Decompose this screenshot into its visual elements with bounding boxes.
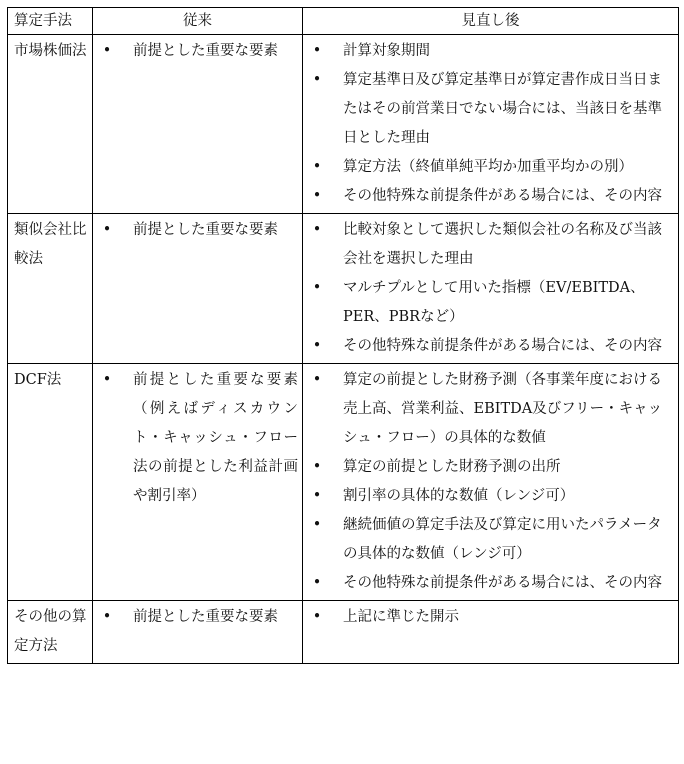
table-row [8, 601, 679, 664]
bullet-icon: • [102, 222, 112, 238]
comparison-table [7, 7, 679, 664]
header-new: 見直し後 [303, 8, 679, 35]
list-item: • その他特殊な前提条件がある場合には、その内容 [309, 182, 674, 211]
list-item: • 比較対象として選択した類似会社の名称及び当該会社を選択した理由 [309, 216, 674, 274]
bullet-icon: • [312, 488, 322, 504]
list-item: • 算定の前提とした財務予測の出所 [309, 453, 674, 482]
bullet-icon: • [312, 188, 322, 204]
list-item: • 算定方法（終値単純平均か加重平均かの別） [309, 153, 674, 182]
old-cell [93, 35, 303, 214]
list-item: • その他特殊な前提条件がある場合には、その内容 [309, 569, 674, 598]
old-cell [93, 601, 303, 664]
method-cell: DCF法 [8, 364, 93, 601]
list-item: • 算定基準日及び算定基準日が算定書作成日当日またはその前営業日でない場合には、当該日を基準日とした理由 [309, 66, 674, 153]
new-cell [303, 364, 679, 601]
new-cell [303, 35, 679, 214]
method-cell: その他の算定方法 [8, 601, 93, 664]
header-row [8, 8, 679, 35]
list-item: • その他特殊な前提条件がある場合には、その内容 [309, 332, 674, 361]
bullet-icon: • [312, 222, 322, 238]
old-cell [93, 214, 303, 364]
table-row [8, 364, 679, 601]
list-item: • 算定の前提とした財務予測（各事業年度における売上高、営業利益、EBITDA及びフリー・キャッシュ・フロー）の具体的な数値 [309, 366, 674, 453]
new-cell [303, 601, 679, 664]
bullet-icon: • [312, 575, 322, 591]
bullet-icon: • [102, 372, 112, 388]
method-cell: 市場株価法 [8, 35, 93, 214]
list-item: • 割引率の具体的な数値（レンジ可） [309, 482, 674, 511]
bullet-icon: • [312, 459, 322, 475]
old-cell [93, 364, 303, 601]
header-method: 算定手法 [8, 8, 93, 35]
bullet-icon: • [312, 159, 322, 175]
method-cell: 類似会社比較法 [8, 214, 93, 364]
list-item: • 前提とした重要な要素 [99, 216, 298, 245]
list-item: • 上記に準じた開示 [309, 603, 674, 632]
new-cell [303, 214, 679, 364]
list-item: • 前提とした重要な要素 [99, 37, 298, 66]
list-item: • 前提とした重要な要素 [99, 603, 298, 632]
bullet-icon: • [312, 72, 322, 88]
header-old: 従来 [93, 8, 303, 35]
list-item: • マルチプルとして用いた指標（EV/EBITDA、PER、PBRなど） [309, 274, 674, 332]
bullet-icon: • [102, 43, 112, 59]
bullet-icon: • [312, 43, 322, 59]
bullet-icon: • [312, 280, 322, 296]
table-row [8, 214, 679, 364]
bullet-icon: • [312, 609, 322, 625]
list-item: • 前提とした重要な要素（例えばディスカウント・キャッシュ・フロー法の前提とした利益計画や割引率） [99, 366, 298, 511]
list-item: • 計算対象期間 [309, 37, 674, 66]
bullet-icon: • [312, 517, 322, 533]
bullet-icon: • [312, 338, 322, 354]
bullet-icon: • [102, 609, 112, 625]
list-item: • 継続価値の算定手法及び算定に用いたパラメータの具体的な数値（レンジ可） [309, 511, 674, 569]
bullet-icon: • [312, 372, 322, 388]
table-row [8, 35, 679, 214]
